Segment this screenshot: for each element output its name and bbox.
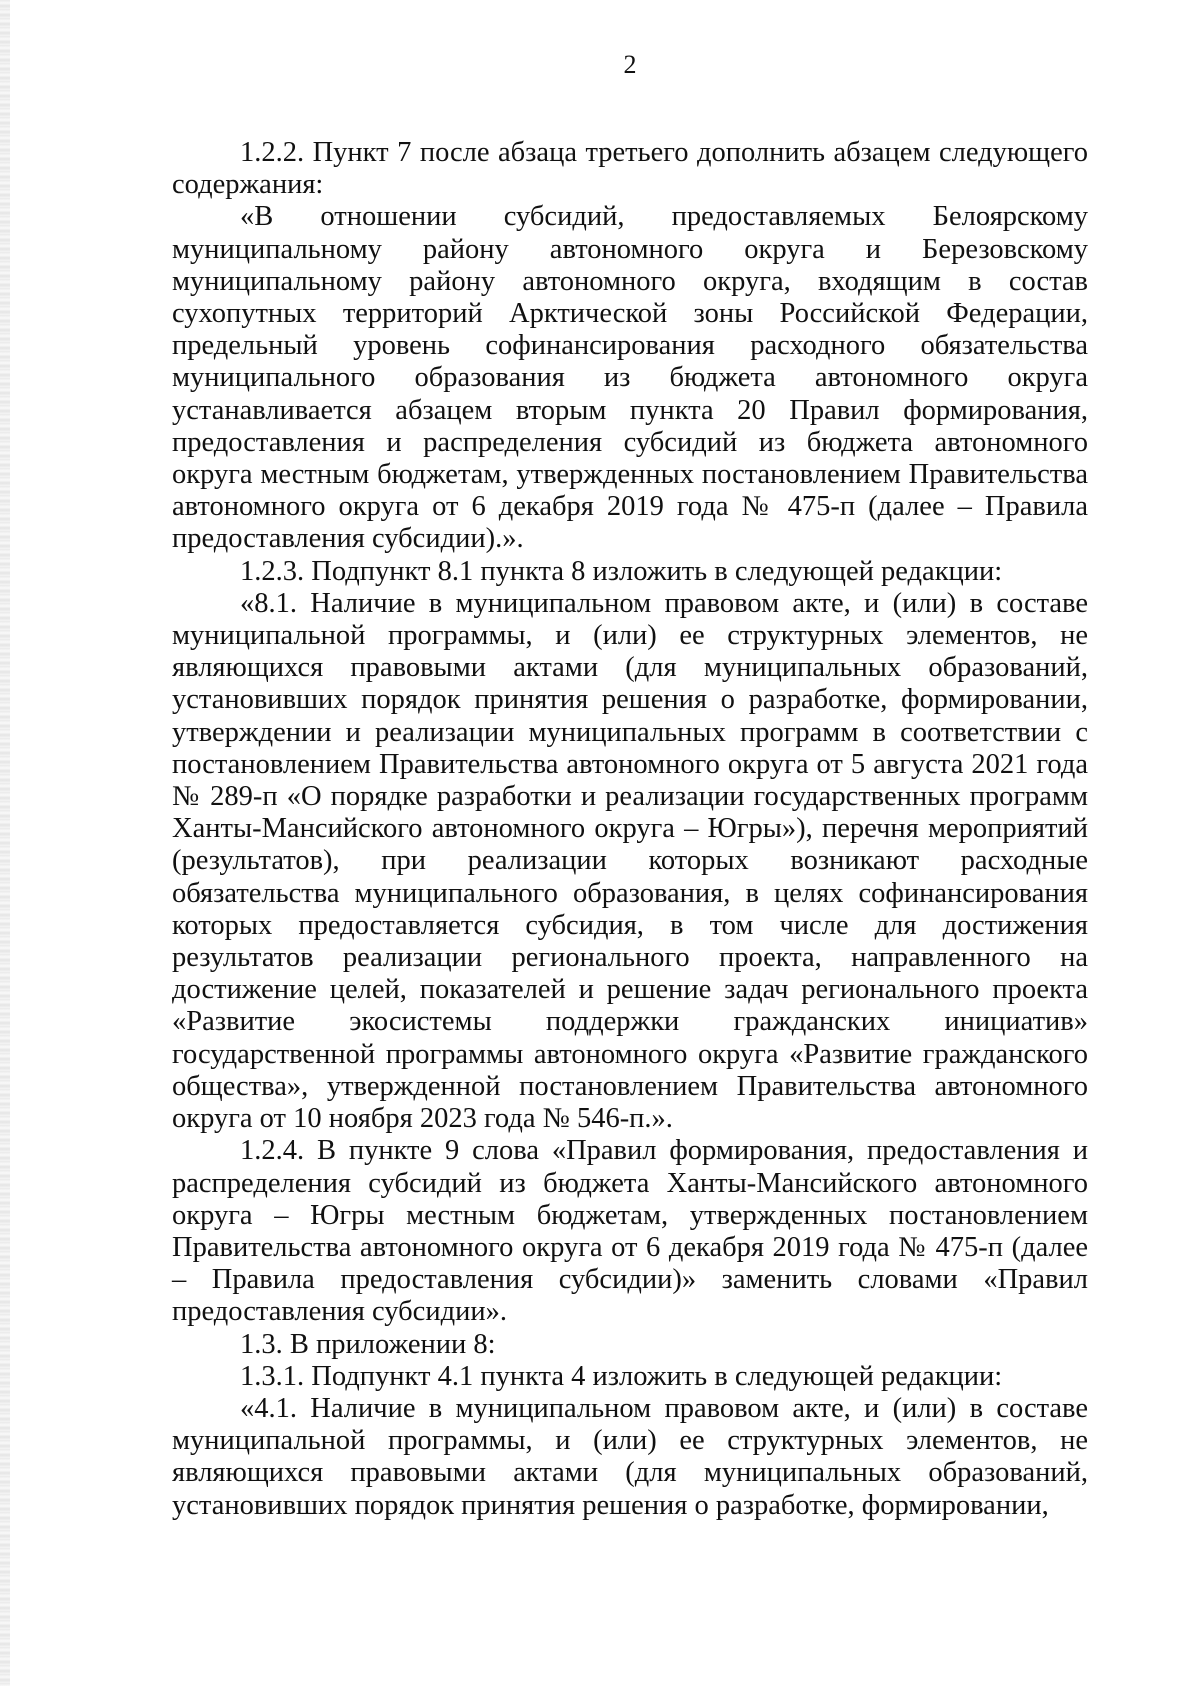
paragraph-1-2-2: 1.2.2. Пункт 7 после абзаца третьего дополнить абзацем следующего содержания:	[172, 137, 1088, 201]
paragraph-1-3: 1.3. В приложении 8:	[240, 1328, 496, 1360]
document-body	[172, 137, 1088, 1522]
paragraph-1-3-1: 1.3.1. Подпункт 4.1 пункта 4 изложить в следующей редакции:	[240, 1360, 1003, 1392]
paragraph-quote-8-1: «8.1. Наличие в муниципальном правовом акте, и (или) в составе муниципальной программы, и (или) ее структурных элементов, не являющихся правовыми актами (для муниципальных образований, установивших порядок принятия решения о разработке, формировании, утверждении и реализации муниципальных программ в соответствии с постановлением Правительства автономного округа от 5 августа 2021 года № 289-п «О порядке разработки и реализации государственных программ Ханты-Мансийского автономного округа – Югры»), перечня мероприятий (результатов), при реализации которых возникают расходные обязательства муниципального образования, в целях софинансирования которых предоставляется субсидия, в том числе для достижения результатов реализации регионального проекта, направленного на достижение целей, показателей и решение задач регионального проекта «Развитие экосистемы поддержки гражданских инициатив» государственной программы автономного округа «Развитие гражданского общества», утвержденной постановлением Правительства автономного округа от 10 ноября 2023 года № 546-п.».	[172, 587, 1088, 1135]
paragraph-1-2-3: 1.2.3. Подпункт 8.1 пункта 8 изложить в следующей редакции:	[240, 555, 1003, 587]
paragraph-1-2-4: 1.2.4. В пункте 9 слова «Правил формирования, предоставления и распределения субсидий из бюджета Ханты-Мансийского автономного округа – Югры местным бюджетам, утвержденных постановлением Правительства автономного округа от 6 декабря 2019 года № 475-п (далее – Правила предоставления субсидии)» заменить словами «Правил предоставления субсидии».	[172, 1135, 1088, 1328]
paragraph-quote-4-1: «4.1. Наличие в муниципальном правовом акте, и (или) в составе муниципальной программы, и (или) ее структурных элементов, не являющихся правовыми актами (для муниципальных образований, установивших порядок принятия решения о разработке, формировании,	[172, 1392, 1088, 1521]
page-number: 2	[623, 50, 637, 79]
paragraph-quote-arctic-subsidies: «В отношении субсидий, предоставляемых Белоярскому муниципальному району автономного округа и Березовскому муниципальному району автономного округа, входящим в состав сухопутных территорий Арктической зоны Российской Федерации, предельный уровень софинансирования расходного обязательства муниципального образования из бюджета автономного округа устанавливается абзацем вторым пункта 20 Правил формирования, предоставления и распределения субсидий из бюджета автономного округа местным бюджетам, утвержденных постановлением Правительства автономного округа от 6 декабря 2019 года № 475-п (далее – Правила предоставления субсидии).».	[172, 201, 1088, 555]
scan-edge-shadow	[0, 0, 10, 1686]
